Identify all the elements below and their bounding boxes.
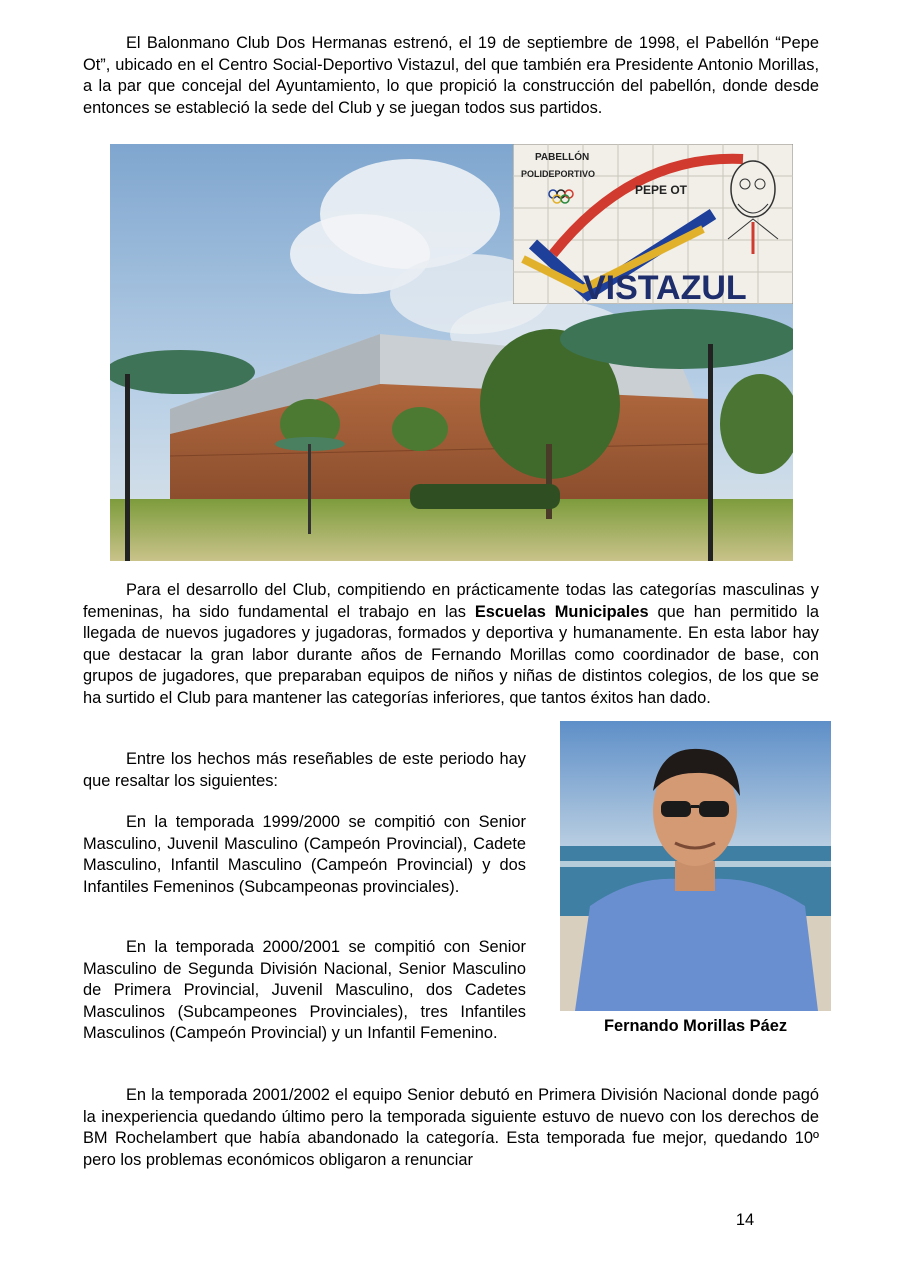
logo-line3: PEPE OT — [635, 183, 688, 197]
logo-line2: POLIDEPORTIVO — [521, 169, 596, 179]
season-2001-paragraph: En la temporada 2001/2002 el equipo Senior debutó en Primera División Nacional donde pagó la inexperiencia quedando último pero la temporada siguiente estuvo de nuevo con los derechos de BM Rochelambert que había abandonado la categoría. Esta temporada fue mejor, quedando 10º pero los problemas económicos obligaron a renunciar — [83, 1086, 819, 1169]
schools-paragraph: Para el desarrollo del Club, compitiendo en prácticamente todas las categorías masculinas y femeninas, ha sido fundamental el trabajo en las Escuelas Municipales que han permitido la llegada de nuevos jugadores y jugadoras, formados y deportiva y humanamente. En esta labor hay que destacar la gran labor durante años de Fernando Morillas como coordinador de base, con grupos de jugadores, que preparaban equipos de niños y niñas de distintos colegios, de los que se ha surtido el Club para mantener las categorías inferiores, que tantos éxitos han dado. — [83, 581, 819, 707]
page-number: 14 — [735, 1211, 755, 1229]
vistazul-logo-tile — [513, 144, 793, 304]
highlights-intro-paragraph: Entre los hechos más reseñables de este periodo hay que resaltar los siguientes: — [83, 750, 526, 790]
logo-line1: PABELLÓN — [535, 152, 590, 163]
escuelas-municipales-bold: Escuelas Municipales — [474, 602, 649, 621]
logo-brand: VISTAZUL — [583, 269, 747, 304]
portrait-caption: Fernando Morillas Páez — [603, 1017, 788, 1035]
intro-paragraph: El Balonmano Club Dos Hermanas estrenó, el 19 de septiembre de 1998, el Pabellón “Pepe Ot”, ubicado en el Centro Social-Deportivo Vistazul, del que también era Presidente Antonio Morillas, a la par que concejal del Ayuntamiento, lo que propició la construcción del pabellón, donde desde entonces se estableció la sede del Club y se juegan todos sus partidos. — [83, 34, 819, 117]
season-1999-paragraph: En la temporada 1999/2000 se compitió con Senior Masculino, Juvenil Masculino (Campeón Provincial), Cadete Masculino, Infantil Masculino (Campeón Provincial) y dos Infantiles Femeninos (Subcampeonas provinciales). — [83, 813, 526, 896]
season-2000-paragraph: En la temporada 2000/2001 se compitió con Senior Masculino de Segunda División Nacional, Senior Masculino de Primera Provincial, Juvenil Masculino, dos Cadetes Masculinos (Subcampeones Provinciales), tres Infantiles Masculinos (Campeón Provincial) y un Infantil Femenino. — [83, 938, 526, 1042]
fernando-portrait-photo — [560, 721, 831, 1011]
